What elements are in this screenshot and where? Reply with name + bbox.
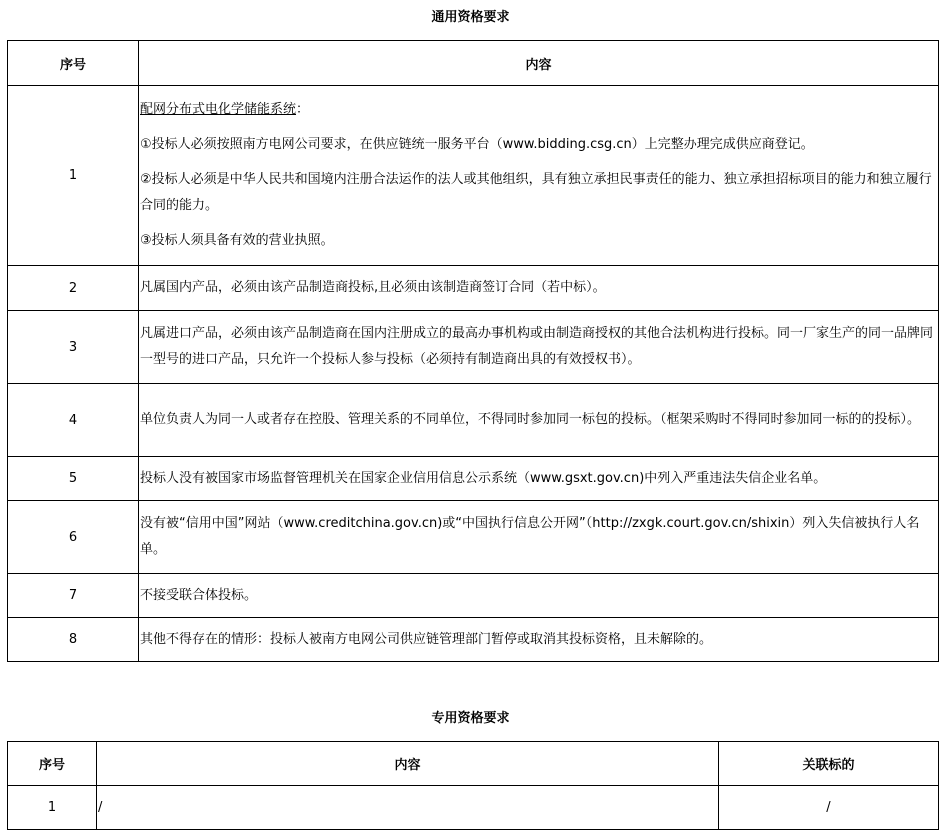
row-content: 其他不得存在的情形：投标人被南方电网公司供应链管理部门暂停或取消其投标资格，且未解除的。 bbox=[139, 618, 939, 662]
table-row bbox=[8, 384, 939, 457]
general-requirements-table bbox=[7, 40, 939, 662]
requirement-para: ①投标人必须按照南方电网公司要求，在供应链统一服务平台（www.bidding.csg.cn）上完整办理完成供应商登记。 bbox=[140, 137, 814, 152]
row-content: / bbox=[97, 786, 719, 830]
general-requirements-title: 通用资格要求 bbox=[431, 10, 510, 25]
table-row bbox=[8, 266, 939, 311]
header-seq: 序号 bbox=[8, 41, 139, 86]
row-content: 凡属国内产品，必须由该产品制造商投标,且必须由该制造商签订合同（若中标）。 bbox=[139, 266, 939, 311]
table-row bbox=[8, 311, 939, 384]
row-seq: 6 bbox=[8, 501, 139, 574]
table-row bbox=[8, 86, 939, 266]
table-row bbox=[8, 618, 939, 662]
heading-suffix: ： bbox=[296, 102, 310, 117]
row-seq: 8 bbox=[8, 618, 139, 662]
row-content: 凡属进口产品，必须由该产品制造商在国内注册成立的最高办事机构或由制造商授权的其他合法机构进行投标。同一厂家生产的同一品牌同一型号的进口产品，只允许一个投标人参与投标（必须持有制造商出具的有效授权书）。 bbox=[139, 311, 939, 384]
row-target: / bbox=[719, 786, 939, 830]
requirement-para: ③投标人须具备有效的营业执照。 bbox=[140, 233, 334, 248]
row-seq: 1 bbox=[8, 86, 139, 266]
table-row bbox=[8, 574, 939, 618]
table-row bbox=[8, 786, 939, 830]
system-heading: 配网分布式电化学储能系统 bbox=[140, 102, 297, 117]
row-seq: 3 bbox=[8, 311, 139, 384]
row-content bbox=[139, 86, 939, 266]
row-seq: 1 bbox=[8, 786, 97, 830]
row-seq: 2 bbox=[8, 266, 139, 311]
special-requirements-title: 专用资格要求 bbox=[431, 711, 510, 726]
header-content: 内容 bbox=[139, 41, 939, 86]
table-header-row bbox=[8, 742, 939, 786]
table-header-row bbox=[8, 41, 939, 86]
row-content: 没有被“信用中国”网站（www.creditchina.gov.cn)或“中国执行信息公开网”（http://zxgk.court.gov.cn/shixin）列入失信被执行人名单。 bbox=[139, 501, 939, 574]
row-seq: 4 bbox=[8, 384, 139, 457]
header-seq: 序号 bbox=[8, 742, 97, 786]
table-row bbox=[8, 501, 939, 574]
header-content: 内容 bbox=[97, 742, 719, 786]
header-target: 关联标的 bbox=[719, 742, 939, 786]
requirement-para: ②投标人必须是中华人民共和国境内注册合法运作的法人或其他组织，具有独立承担民事责任的能力、独立承担招标项目的能力和独立履行合同的能力。 bbox=[140, 172, 932, 213]
row-seq: 7 bbox=[8, 574, 139, 618]
special-requirements-table bbox=[7, 741, 939, 830]
row-content: 投标人没有被国家市场监督管理机关在国家企业信用信息公示系统（www.gsxt.gov.cn)中列入严重违法失信企业名单。 bbox=[139, 457, 939, 501]
row-content: 不接受联合体投标。 bbox=[139, 574, 939, 618]
row-content: 单位负责人为同一人或者存在控股、管理关系的不同单位，不得同时参加同一标包的投标。（框架采购时不得同时参加同一标的的投标）。 bbox=[139, 384, 939, 457]
table-row bbox=[8, 457, 939, 501]
row-seq: 5 bbox=[8, 457, 139, 501]
